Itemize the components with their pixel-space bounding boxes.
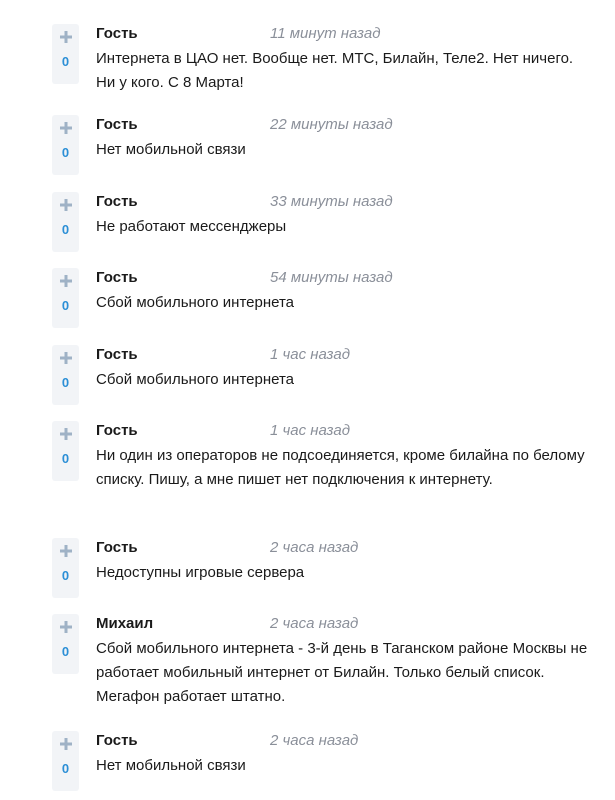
vote-box: [52, 538, 79, 598]
comment-text: Сбой мобильного интернета - 3-й день в Таганском районе Москвы не работает мобильный интернет от Билайн. Только белый список. Мегафон работает штатно.: [96, 640, 588, 705]
upvote-plus-icon[interactable]: [52, 620, 79, 634]
upvote-plus-icon[interactable]: [52, 544, 79, 558]
upvote-plus-icon[interactable]: [52, 121, 79, 135]
comment-time: 22 минуты назад: [270, 116, 393, 133]
upvote-plus-icon[interactable]: [52, 198, 79, 212]
comment-author[interactable]: Гость: [96, 732, 138, 749]
comment-time: 2 часа назад: [270, 732, 359, 749]
comment-author[interactable]: Гость: [96, 25, 138, 42]
vote-count: 0: [61, 568, 70, 583]
comment-time: 54 минуты назад: [270, 269, 393, 286]
comment-text: Нет мобильной связи: [96, 757, 246, 774]
comment-text: Ни один из операторов не подсоединяется, кроме билайна по белому списку. Пишу, а мне пишет нет подключения к интернету.: [96, 447, 585, 488]
comment-text: Недоступны игровые сервера: [96, 564, 305, 581]
vote-count: 0: [61, 54, 70, 69]
comment-time: 2 часа назад: [270, 615, 359, 632]
comment-text: Сбой мобильного интернета: [96, 371, 295, 388]
vote-box: [52, 24, 79, 84]
vote-box: [52, 115, 79, 175]
comment-text: Нет мобильной связи: [96, 141, 246, 158]
comment-time: 11 минут назад: [270, 25, 381, 42]
comment-text: Сбой мобильного интернета: [96, 294, 295, 311]
vote-count: 0: [61, 222, 70, 237]
vote-box: [52, 614, 79, 674]
comment-time: 1 час назад: [270, 422, 350, 439]
vote-count: 0: [61, 145, 70, 160]
comment-author[interactable]: Гость: [96, 539, 138, 556]
vote-box: [52, 192, 79, 252]
comment-text: Не работают мессенджеры: [96, 218, 287, 235]
comment-author[interactable]: Михаил: [96, 615, 154, 632]
upvote-plus-icon[interactable]: [52, 737, 79, 751]
vote-count: 0: [61, 451, 70, 466]
vote-count: 0: [61, 761, 70, 776]
comment-author[interactable]: Гость: [96, 193, 138, 210]
comment-text: Интернета в ЦАО нет. Вообще нет. МТС, Билайн, Теле2. Нет ничего. Ни у кого. С 8 Марта!: [96, 50, 574, 91]
comment-author[interactable]: Гость: [96, 346, 138, 363]
comment-author[interactable]: Гость: [96, 269, 138, 286]
upvote-plus-icon[interactable]: [52, 427, 79, 441]
upvote-plus-icon[interactable]: [52, 30, 79, 44]
vote-count: 0: [61, 644, 70, 659]
upvote-plus-icon[interactable]: [52, 351, 79, 365]
vote-box: [52, 731, 79, 791]
comment-time: 33 минуты назад: [270, 193, 393, 210]
comment-author[interactable]: Гость: [96, 116, 138, 133]
comment-time: 2 часа назад: [270, 539, 359, 556]
upvote-plus-icon[interactable]: [52, 274, 79, 288]
vote-box: [52, 421, 79, 481]
vote-box: [52, 345, 79, 405]
vote-count: 0: [61, 375, 70, 390]
vote-count: 0: [61, 298, 70, 313]
comment-author[interactable]: Гость: [96, 422, 138, 439]
comment-time: 1 час назад: [270, 346, 350, 363]
vote-box: [52, 268, 79, 328]
